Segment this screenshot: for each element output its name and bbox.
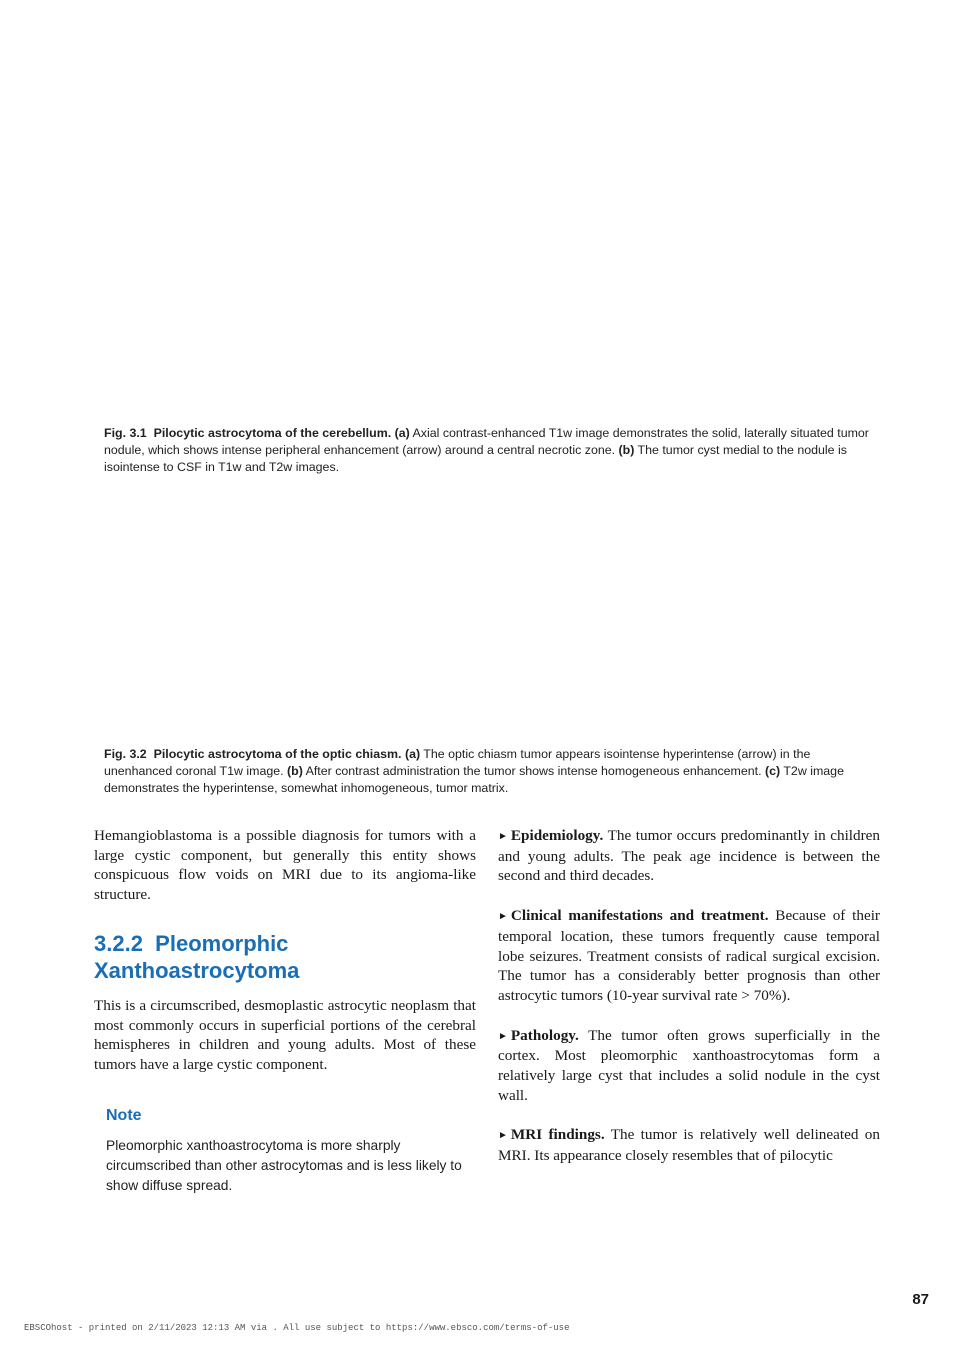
- figure-3-2-image-area: [104, 490, 874, 740]
- triangle-bullet-icon: ►: [498, 1030, 508, 1042]
- section-title-line1: Pleomorphic: [155, 930, 289, 956]
- caption-text: The tumor cyst medial to the nodule is isointense to CSF in T1w and T2w images.: [104, 443, 847, 474]
- paragraph-text: Because of their temporal location, these tumors frequently cause temporal lobe seizures. Treatment consists of radical surgical excision. The tumor has a considerably better prognosis than other astrocytic tumors (10-year survival rate > 70%).: [498, 907, 880, 1004]
- triangle-bullet-icon: ►: [498, 911, 508, 923]
- paragraph-lead: Pathology.: [510, 1026, 579, 1044]
- section-paragraph: This is a circumscribed, desmoplastic astrocytic neoplasm that most commonly occurs in superficial portions of the cerebral hemispheres in children and young adults. Most of these tumors have a large cystic component.: [94, 996, 476, 1073]
- part-label: (c): [764, 764, 781, 778]
- figure-label: Fig. 3.1: [104, 426, 147, 440]
- triangle-bullet-icon: ►: [498, 1130, 508, 1142]
- caption-text: Axial contrast-enhanced T1w image demonstrates the solid, laterally situated tumor nodule, which shows intense peripheral enhancement (arrow) around a central necrotic zone.: [104, 426, 869, 457]
- note-box: [94, 1106, 466, 1196]
- paragraph-text: The tumor often grows superficially in the cortex. Most pleomorphic xanthoastrocytomas form a relatively large cyst that includes a solid nodule in the cyst wall.: [498, 1026, 880, 1104]
- right-column: [498, 826, 880, 1186]
- figure-title: Pilocytic astrocytoma of the optic chiasm.: [153, 747, 402, 761]
- caption-text: The optic chiasm tumor appears isointense hyperintense (arrow) in the unenhanced coronal T1w image.: [104, 747, 811, 778]
- left-column: [94, 826, 476, 1196]
- section-heading: [94, 930, 476, 984]
- figure-3-1-caption: [104, 425, 876, 476]
- mri-findings-paragraph: [498, 1125, 880, 1165]
- paragraph-lead: Clinical manifestations and treatment.: [510, 907, 769, 925]
- figure-3-1-image-area: [104, 30, 874, 418]
- part-label: (b): [618, 443, 635, 457]
- figure-3-2-caption: [104, 746, 876, 797]
- paragraph-lead: Epidemiology.: [510, 827, 604, 844]
- triangle-bullet-icon: ►: [498, 831, 508, 842]
- epidemiology-paragraph: [498, 826, 880, 886]
- footer-notice: EBSCOhost - printed on 2/11/2023 12:13 AM via . All use subject to https://www.ebsco.com/terms-of-use: [24, 1323, 570, 1333]
- section-number: 3.2.2: [94, 930, 143, 956]
- note-text: Pleomorphic xanthoastrocytoma is more sharply circumscribed than other astrocytomas and is less likely to show diffuse spread.: [106, 1137, 462, 1193]
- page-number: 87: [912, 1291, 929, 1308]
- part-label: (a): [394, 426, 410, 440]
- intro-paragraph: Hemangioblastoma is a possible diagnosis for tumors with a large cystic component, but generally this entity shows conspicuous flow voids on MRI due to its angioma-like structure.: [94, 827, 476, 904]
- pathology-paragraph: [498, 1026, 880, 1106]
- paragraph-lead: MRI findings.: [510, 1126, 605, 1144]
- caption-text: After contrast administration the tumor shows intense homogeneous enhancement.: [302, 764, 765, 778]
- part-label: (b): [287, 764, 303, 778]
- clinical-paragraph: [498, 906, 880, 1006]
- note-title: Note: [106, 1106, 142, 1124]
- caption-text: T2w image demonstrates the hyperintense, somewhat inhomogeneous, tumor matrix.: [104, 764, 844, 795]
- figure-label: Fig. 3.2: [104, 747, 147, 761]
- paragraph-text: The tumor is relatively well delineated on MRI. Its appearance closely resembles that of pilocytic: [498, 1126, 880, 1165]
- section-title-line2: Xanthoastrocytoma: [94, 957, 300, 983]
- paragraph-text: The tumor occurs predominantly in children and young adults. The peak age incidence is between the second and third decades.: [498, 827, 880, 885]
- figure-title: Pilocytic astrocytoma of the cerebellum.: [153, 426, 392, 440]
- part-label: (a): [404, 747, 421, 761]
